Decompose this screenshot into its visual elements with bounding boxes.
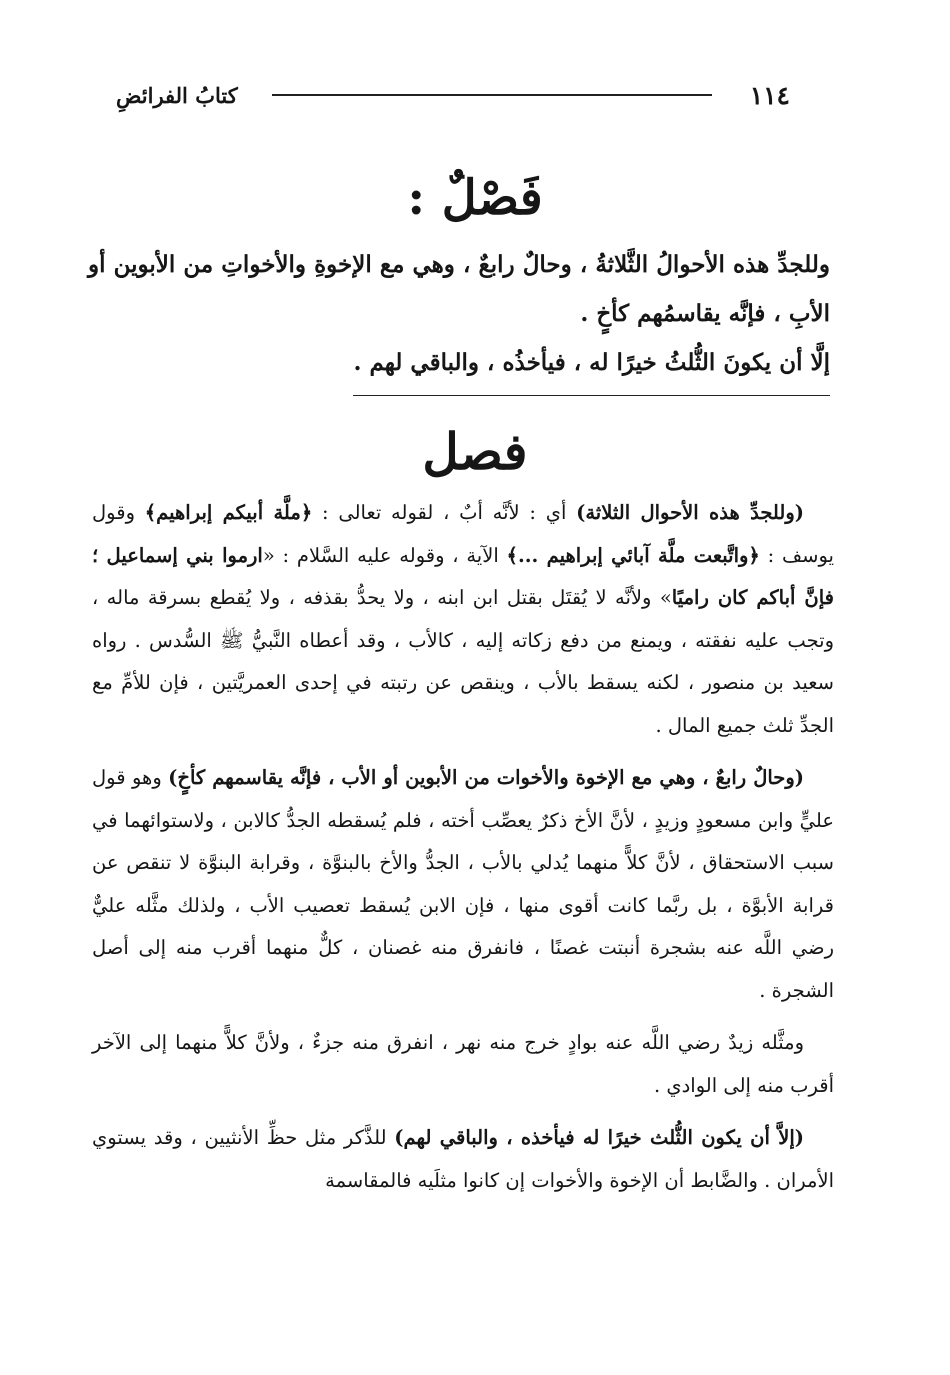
sharh-paragraph-2 <box>92 757 834 1012</box>
sharh-paragraph-3 <box>92 1022 834 1107</box>
matn-line-1: وللجدِّ هذه الأحوالُ الثَّلاثةُ ، وحالٌ رابعٌ ، وهي مع الإخوةِ والأخواتِ من الأبوين أو الأبِ ، فإنَّه يقاسمُهم كأخٍ . <box>88 251 830 327</box>
quran-quote: ﴿ملَّة أبيكم إبراهيم﴾ <box>144 501 313 524</box>
commentary-text: ومثَّله زيدٌ رضي اللَّه عنه بوادٍ خرج منه نهر ، انفرق منه جزءٌ ، ولأنَّ كلاًّ منهما إلى الآخر أقرب منه إلى الوادي . <box>92 1031 834 1097</box>
sharh-text <box>92 492 834 1212</box>
quoted-matn: (وللجدِّ هذه الأحوال الثلاثة) <box>576 501 804 524</box>
book-title: كتابُ الفرائضِ <box>116 82 238 108</box>
commentary-text: » ولأنَّه لا يُقتَل بقتل ابن ابنه ، ولا يحدُّ بقذفه ، ولا يُقطع بسرقة ماله ، وتجب عليه نفقته ، ويمنع من دفع زكاته إليه ، كالأب ، وقد أعطاه النَّبيُّ ﷺ السُّدس . رواه سعيد بن منصور ، لكنه يسقط بالأب ، وينقص عن رتبته في إحدى العمريَّتين ، فإن للأمِّ مع الجدِّ ثلث جميع المال . <box>92 586 834 737</box>
commentary-text: وقول يوسف : <box>92 501 834 567</box>
matn-text <box>88 240 830 396</box>
sharh-section-heading: فصل <box>422 422 528 481</box>
matn-line-2: إلَّا أن يكونَ الثُّلثُ خيرًا له ، فيأخذُه ، والباقي لهم . <box>353 338 830 396</box>
running-header <box>90 72 790 118</box>
hadith-quote: ارموا بني إسماعيل ؛ فإنَّ أباكم كان راميًا <box>92 543 834 609</box>
commentary-text: وهو قول عليٍّ وابن مسعودٍ وزيدٍ ، لأنَّ الأخ ذكرٌ يعصِّب أخته ، فلم يُسقطه الجدُّ كالابن ، ولاستوائهما في سبب الاستحقاق ، لأنَّ كلاًّ منهما يُدلي بالأب ، الجدُّ والأخ بالبنوَّة ، وقرابة البنوَّة لا تنقص عن قرابة الأبوَّة ، بل ربَّما كانت أقوى منها ، فإن الابن يُسقط تعصيب الأب ، ولذلك مثَّله عليٌّ رضي اللَّه عنه بشجرة أنبتت غصنًا ، فانفرق منه غصنان ، كلٌّ منهما أقرب منه إلى أصل الشجرة . <box>92 766 834 1002</box>
page-number: ١١٤ <box>749 80 790 110</box>
header-rule <box>272 94 712 96</box>
sharh-paragraph-1 <box>92 492 834 747</box>
commentary-text: للذَّكر مثل حظِّ الأنثيين ، وقد يستوي الأمران . والضَّابط أن الإخوة والأخوات إن كانوا مثلَيه فالمقاسمة <box>92 1126 834 1192</box>
commentary-text: أي : لأنَّه أبٌ ، لقوله تعالى : <box>312 501 577 524</box>
commentary-text: الآية ، وقوله عليه السَّلام : « <box>262 543 507 567</box>
quoted-matn: (وحالٌ رابعٌ ، وهي مع الإخوة والأخوات من الأبوين أو الأب ، فإنَّه يقاسمهم كأخٍ) <box>168 766 805 789</box>
matn-section-heading: فَصْلٌ : <box>407 170 543 226</box>
quoted-matn: (إلاَّ أن يكون الثُّلث خيرًا له فيأخذه ، والباقي لهم) <box>394 1126 804 1149</box>
quran-quote: ﴿واتَّبعت ملَّة آبائي إبراهيم ...﴾ <box>506 543 760 567</box>
sharh-paragraph-4 <box>92 1117 834 1202</box>
